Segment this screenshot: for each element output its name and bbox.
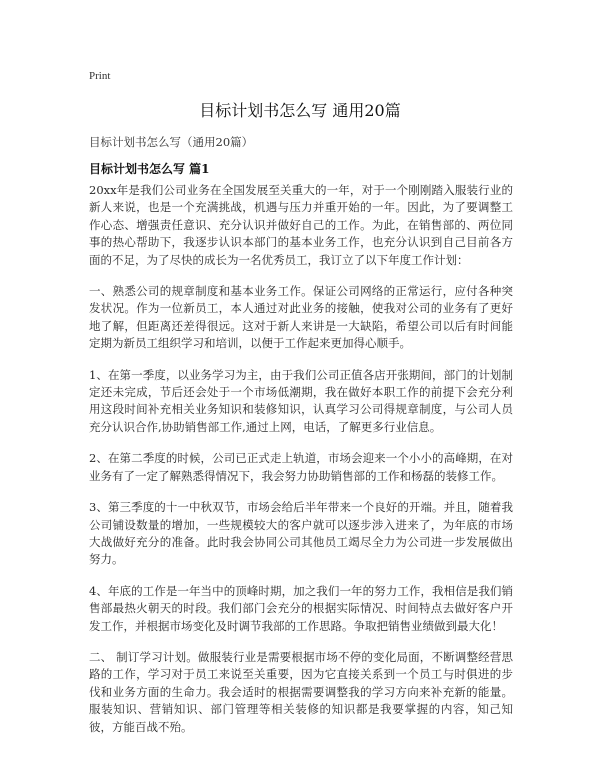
paragraph: 3、第三季度的十一中秋双节，市场会给后半年带来一个良好的开端。并且，随着我公司铺设数量的增加，一些规模较大的客户就可以逐步涉入进来了，为年底的市场大战做好充分的准备。此时我会协同公司其他员工竭尽全力为公司进一步发展做出努力。: [89, 500, 513, 567]
paragraph: 一、熟悉公司的规章制度和基本业务工作。保证公司网络的正常运行，应付各种突发状况。作为一位新员工，本人通过对此业务的接触，使我对公司的业务有了更好地了解，但距离还差得很远。这对于新人来讲是一大缺陷，希望公司以后有时间能定期为新员工组织学习和培训，以便于工作起来更加得心顺手。: [89, 284, 513, 351]
paragraph: 2、在第二季度的时候，公司已正式走上轨道，市场会迎来一个小小的高峰期，在对业务有了一定了解熟悉得情况下，我会努力协助销售部的工作和杨磊的装修工作。: [89, 451, 513, 483]
paragraph: 二、 制订学习计划。做服装行业是需要根据市场不停的变化局面，不断调整经营思路的工作，学习对于员工来说至关重要，因为它直接关系到一个员工与时俱进的步伐和业务方面的生命力。我会适时的根据需要调整我的学习方向来补充新的能量。服装知识、营销知识、部门管理等相关装修的知识都是我要掌握的内容，知己知彼，方能百战不殆。: [89, 649, 513, 734]
paragraph: 4、年底的工作是一年当中的顶峰时期，加之我们一年的努力工作，我相信是我们销售部最热火朝天的时段。我们部门会充分的根据实际情况、时间特点去做好客户开发工作，并根据市场变化及时调节我部的工作思路。争取把销售业绩做到最大化！: [89, 583, 513, 633]
paragraph: 1、在第一季度，以业务学习为主，由于我们公司正值各店开张期间，部门的计划制定还未完成，节后还会处于一个市场低潮期，我在做好本职工作的前提下会充分利用这段时间补充相关业务知识和装修知识，认真学习公司得规章制度，与公司人员充分认识合作,协助销售部工作,通过上网，电话，了解更多行业信息。: [89, 367, 513, 434]
print-link[interactable]: Print: [89, 70, 111, 82]
section-heading: 目标计划书怎么写 篇1: [89, 162, 210, 176]
article-body: [89, 182, 513, 750]
paragraph: 20xx年是我们公司业务在全国发展至关重大的一年，对于一个刚刚踏入服装行业的新人来说，也是一个充满挑战，机遇与压力并重开始的一年。因此，为了要调整工作心态、增强责任意识、充分认识并做好自己的工作。为此，在销售部的、两位同事的热心帮助下，我逐步认识本部门的基本业务工作，也充分认识到自己目前各方面的不足，为了尽快的成长为一名优秀员工，我订立了以下年度工作计划：: [89, 183, 513, 267]
page-title: 目标计划书怎么写 通用20篇: [199, 101, 401, 120]
document-subtitle: 目标计划书怎么写（通用20篇）: [89, 135, 254, 149]
